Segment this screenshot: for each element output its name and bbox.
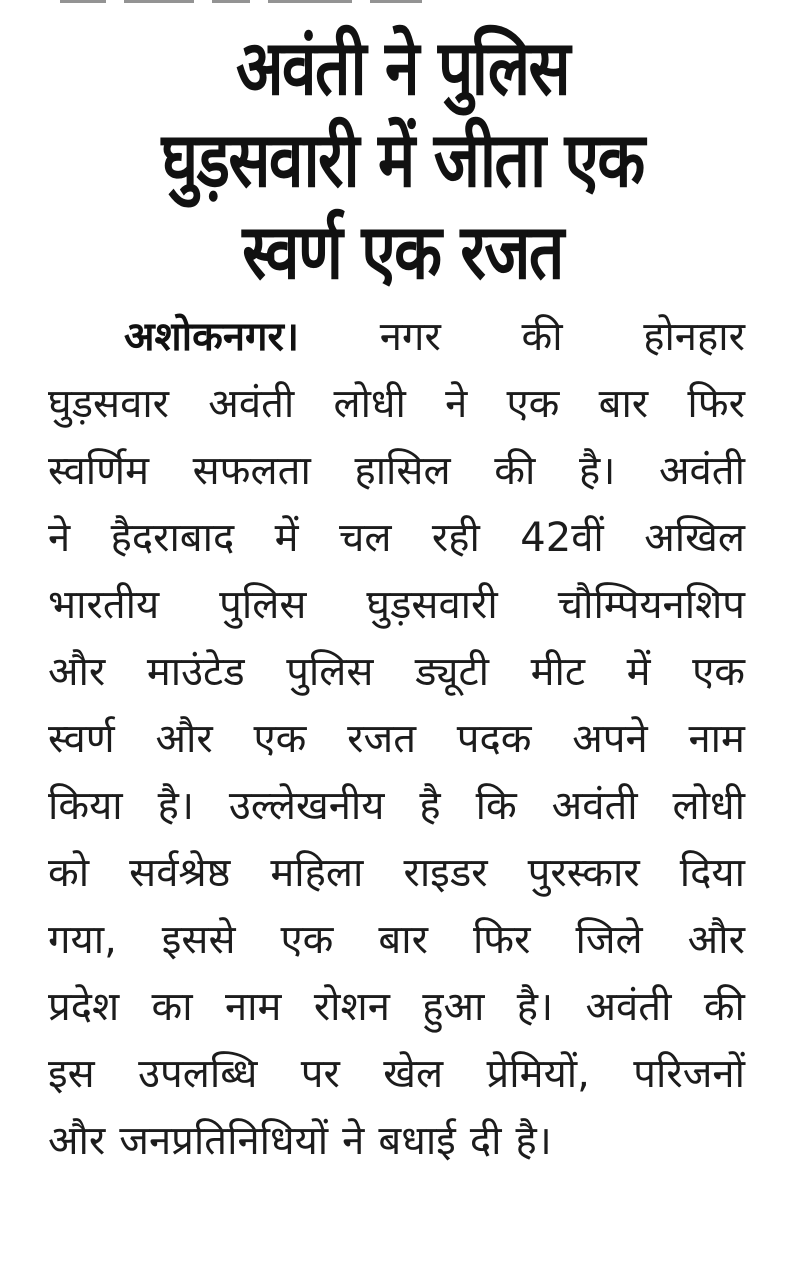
article-word: घुड़सवार [48,381,170,427]
article-word: ने [342,1118,365,1164]
article-word: एक [253,716,307,762]
article-line [48,1041,745,1108]
article-word: की [703,984,745,1030]
article-word: बार [598,381,649,427]
headline-line-1: अवंती ने पुलिस [235,23,570,112]
article-word: खेल [383,1051,444,1097]
article-word: स्वर्णिम [48,448,149,494]
article-word: 42वीं [520,515,604,561]
article-word: की [521,314,563,360]
article-word: एक [506,381,560,427]
article-word: इससे [161,917,236,963]
article-line [48,773,745,840]
article-line [48,706,745,773]
article-line [48,907,745,974]
article-word: रही [431,515,480,561]
article-word: सर्वश्रेष्ठ [129,850,231,896]
headline-line-3: स्वर्ण एक रजत [242,207,563,296]
article-word: रजत [347,716,416,762]
article-word: अवंती [208,381,295,427]
article-line [48,639,745,706]
article-word: फिर [472,917,531,963]
article-line [48,438,745,505]
article-body [48,304,745,1175]
article-word: का [151,984,193,1030]
article-line [48,505,745,572]
article-word: अवंती [551,783,638,829]
article-word: ने [48,515,71,561]
article-word: लोधी [672,783,745,829]
article-word: एक [692,649,745,695]
article-word: राइडर [403,850,488,896]
article-word: भारतीय [48,582,160,628]
article-word: मीट [530,649,586,695]
article-word: गया, [48,917,117,963]
article-word: परिजनों [633,1051,745,1097]
article-word: नाम [688,716,745,762]
article-word: की [494,448,536,494]
article-word: में [274,515,299,561]
article-word: में [626,649,651,695]
article-word: अपने [572,716,648,762]
article-word: है [419,783,441,829]
article-word: रोशन [313,984,390,1030]
article-word: और [48,649,106,695]
article-word: दिया [679,850,745,896]
article-word: दी [469,1118,502,1164]
article-word: नाम [224,984,282,1030]
article-word: किया [48,783,123,829]
article-word: माउंटेड [146,649,245,695]
article-word: और [48,1118,106,1164]
article-word: घुड़सवारी [366,582,498,628]
article-word: फिर [687,381,745,427]
article-line [48,1108,745,1175]
cropped-previous-text [60,0,480,8]
article-word: प्रदेश [48,984,120,1030]
article-line [48,572,745,639]
article-word: अखिल [644,515,745,561]
article-word: है। [516,984,554,1030]
article-word: हासिल [354,448,451,494]
article-word: बधाई [378,1118,456,1164]
article-word: ड्यूटी [415,649,490,695]
article-word: और [155,716,213,762]
article-word: पुलिस [219,582,307,628]
article-word: कि [475,783,517,829]
article-word: प्रेमियों, [486,1051,590,1097]
article-word: है। [578,448,616,494]
article-line [48,840,745,907]
article-word: नगर [379,314,441,360]
article-word: पुरस्कार [527,850,640,896]
article-word: चौम्पियनशिप [557,582,745,628]
article-word: लोधी [333,381,406,427]
article-word: पर [300,1051,340,1097]
article-word: चल [338,515,392,561]
article-word: अवंती [585,984,672,1030]
article-word: पुलिस [286,649,374,695]
article-line [48,304,745,371]
article-word: जनप्रतिनिधियों [119,1118,329,1164]
article-word: ने [445,381,468,427]
article-word: है। [157,783,194,829]
article-word: हैदराबाद [110,515,235,561]
article-word: स्वर्ण [48,716,115,762]
article-word: उपलब्धि [138,1051,258,1097]
headline [40,22,765,298]
article-word: इस [48,1051,95,1097]
article-word: एक [280,917,334,963]
article-word: और [687,917,745,963]
article-line [48,371,745,438]
headline-line-2: घुड़सवारी में जीता एक [161,115,644,204]
article-word: को [48,850,90,896]
article-word: है। [515,1118,552,1164]
article-line [48,974,745,1041]
article-word: हुआ [422,984,485,1030]
article-word: महिला [270,850,364,896]
article-word: होनहार [643,314,745,360]
article-word: बार [378,917,428,963]
article-word: पदक [456,716,532,762]
dateline: अशोकनगर। [124,314,300,360]
article-word: सफलता [192,448,311,494]
article-word: जिले [575,917,643,963]
article-word: उल्लेखनीय [228,783,385,829]
article-word: अवंती [659,448,745,494]
